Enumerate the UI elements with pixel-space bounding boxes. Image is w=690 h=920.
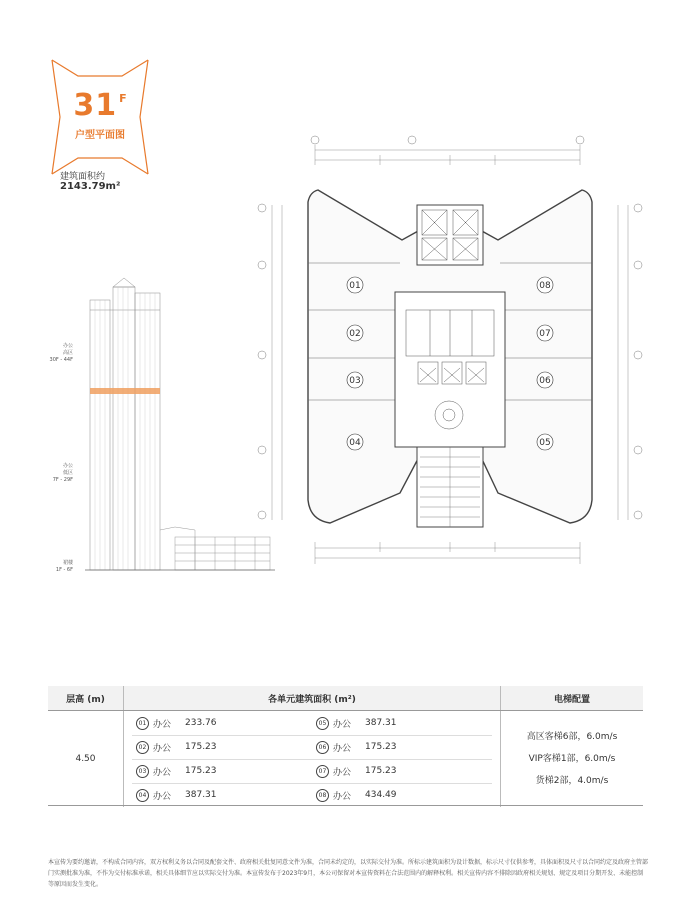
unit-area-item: [132, 765, 312, 778]
unit-area: 175.23: [185, 742, 217, 752]
unit-id: 02: [136, 741, 149, 754]
unit-area-item: [312, 741, 492, 754]
unit-area: 175.23: [185, 766, 217, 776]
zone-low: [43, 463, 73, 484]
unit-id: 05: [316, 717, 329, 730]
floor-plan: [240, 130, 660, 590]
zone-low-name: 办公 低区: [62, 463, 73, 476]
unit-id: 06: [316, 741, 329, 754]
unit-04-label: 04: [349, 438, 361, 448]
unit-id: 04: [136, 789, 149, 802]
unit-type: 办公: [153, 767, 172, 778]
elevator-item: 高区客梯6部，6.0m/s: [526, 732, 618, 742]
unit-06-tag: [537, 372, 553, 388]
unit-area-item: [132, 789, 312, 802]
unit-area: 233.76: [185, 718, 217, 728]
unit-05-label: 05: [539, 438, 551, 448]
header-elevators: 电梯配置: [501, 686, 644, 711]
zone-podium-floors: 1F - 6F: [55, 567, 73, 573]
header-areas: 各单元建筑面积 (m²): [124, 686, 501, 711]
unit-type: 办公: [153, 719, 172, 730]
unit-area: 387.31: [185, 790, 217, 800]
unit-area: 175.23: [365, 766, 397, 776]
zone-podium: [43, 560, 73, 574]
table-row: [132, 760, 492, 784]
unit-07-tag: [537, 325, 553, 341]
unit-type: 办公: [153, 791, 172, 802]
zone-low-floors: 7F - 29F: [52, 477, 73, 483]
table-row: [132, 736, 492, 760]
unit-id: 01: [136, 717, 149, 730]
unit-08-label: 08: [539, 281, 551, 291]
header-height: 层高 (m): [48, 686, 124, 711]
unit-03-label: 03: [349, 376, 361, 386]
unit-type: 办公: [333, 743, 352, 754]
zone-podium-name: 裙楼: [62, 560, 73, 566]
current-floor-band: [90, 388, 160, 394]
unit-id: 03: [136, 765, 149, 778]
unit-id: 08: [316, 789, 329, 802]
unit-area: 175.23: [365, 742, 397, 752]
area-value: 2143.79m²: [60, 181, 121, 192]
table-row: [132, 712, 492, 736]
unit-area-item: [312, 789, 492, 802]
floor-height-value: 4.50: [48, 711, 124, 808]
plan-title: 户型平面图: [75, 130, 125, 141]
unit-area-item: [132, 741, 312, 754]
floor-number-value: 31: [73, 88, 118, 123]
zone-high: [43, 343, 73, 364]
unit-04-tag: [347, 434, 363, 450]
table-row: [132, 784, 492, 807]
elevator-item: 货梯2部，4.0m/s: [535, 776, 609, 786]
zone-high-floors: 30F - 44F: [49, 357, 73, 363]
table-bottom-rule: [48, 805, 643, 806]
unit-type: 办公: [333, 767, 352, 778]
unit-type: 办公: [333, 791, 352, 802]
floor-suffix: F: [119, 92, 127, 105]
unit-02-label: 02: [349, 329, 361, 339]
unit-07-label: 07: [539, 329, 551, 339]
unit-08-tag: [537, 277, 553, 293]
unit-area: 387.31: [365, 718, 397, 728]
unit-area-list: [124, 711, 501, 808]
unit-area-item: [132, 717, 312, 730]
unit-area-item: [312, 765, 492, 778]
floor-number: [50, 88, 150, 123]
spec-table: [48, 686, 643, 807]
unit-id: 07: [316, 765, 329, 778]
unit-02-tag: [347, 325, 363, 341]
area-label: 建筑面积约: [60, 172, 106, 182]
unit-05-tag: [537, 434, 553, 450]
unit-06-label: 06: [539, 376, 551, 386]
unit-area-item: [312, 717, 492, 730]
zone-high-name: 办公 高区: [62, 343, 73, 356]
unit-03-tag: [347, 372, 363, 388]
unit-01-tag: [347, 277, 363, 293]
spec-table-header: [48, 686, 643, 711]
unit-type: 办公: [333, 719, 352, 730]
unit-area: 434.49: [365, 790, 397, 800]
unit-type: 办公: [153, 743, 172, 754]
disclaimer-footnote: 本宣传为要约邀请，不构成合同内容，双方权利义务以合同及配套文件、政府相关批复同意文件为准，合同未约定的，以实际交付为准。所标示建筑面积为设计数据，标示尺寸仅供参考，具体面积及尺寸以合同约定及政府主管部门实测批准为准，不作为交付标准承诺，相关具体细节应以实际交付为准。本宣传发布于2023年9月，本公司保留对本宣传资料在合法范围内的解释权利。相关宣传内容不排除因政府相关规划、规定及项目分期开发、未能控制等原因而发生变化。: [48, 859, 649, 888]
unit-01-label: 01: [349, 281, 361, 291]
elevator-item: VIP客梯1部，6.0m/s: [528, 754, 616, 764]
elevator-list: [501, 711, 644, 808]
